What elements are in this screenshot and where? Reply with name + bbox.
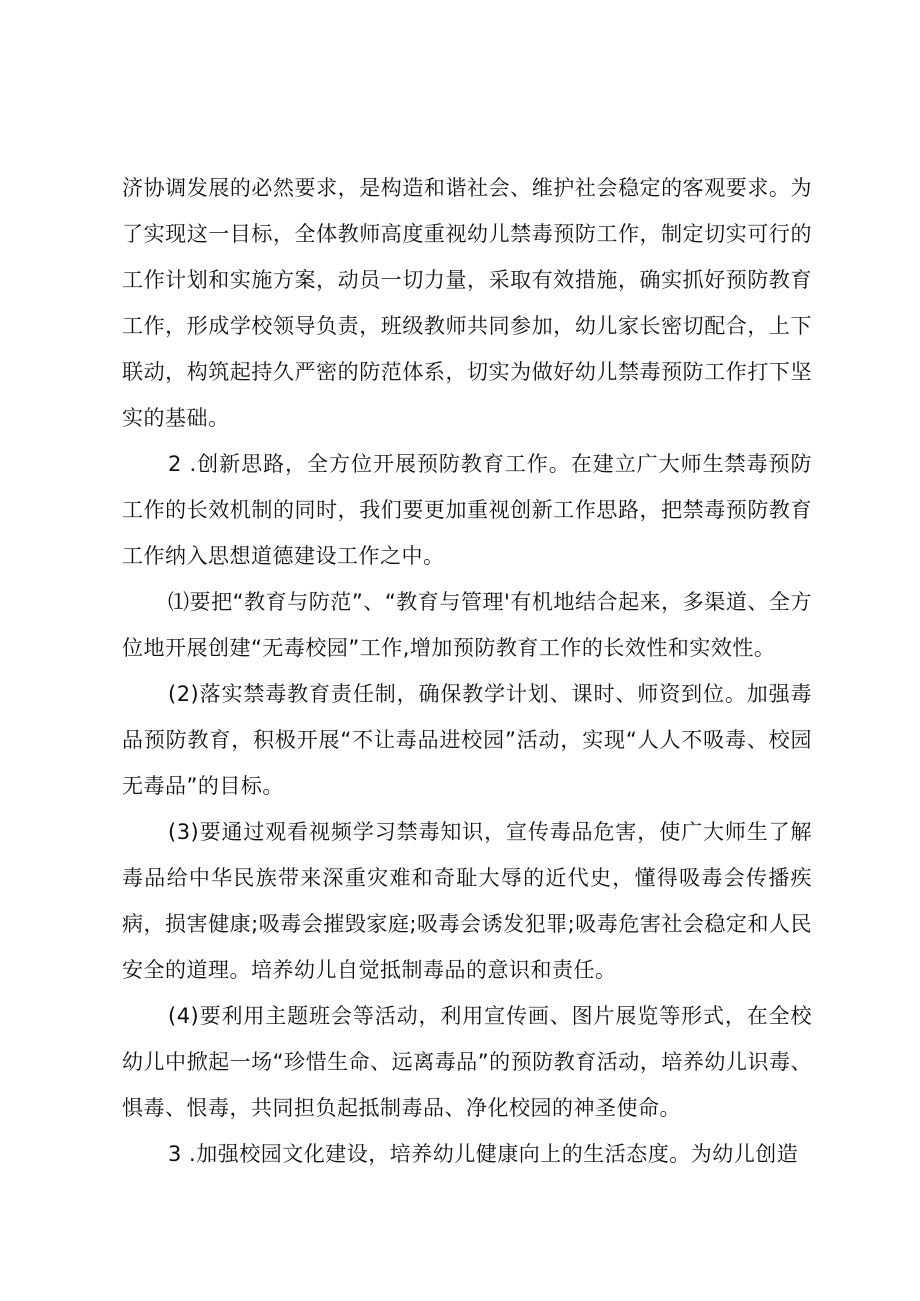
paragraph-section-2: 2 .创新思路，全方位开展预防教育工作。在建立广大师生禁毒预防工作的长效机制的同时，我们要更加重视创新工作思路，把禁毒预防教育工作纳入思想道德建设工作之中。 (122, 452, 812, 568)
paragraph-section-3: 3 .加强校园文化建设，培养幼儿健康向上的生活态度。为幼儿创造 (168, 1142, 799, 1166)
document-body (122, 165, 812, 1177)
paragraph-item-1: ⑴要把“教育与防范”、“教育与管理'有机地结合起来，多渠道、全方位地开展创建“无毒校园”工作,增加预防教育工作的长效性和实效性。 (122, 590, 812, 660)
paragraph-item-4: (4)要利用主题班会等活动，利用宣传画、图片展览等形式，在全校幼儿中掀起一场“珍惜生命、远离毒品”的预防教育活动，培养幼儿识毒、惧毒、恨毒，共同担负起抵制毒品、净化校园的神圣使命。 (122, 1004, 812, 1120)
paragraph-item-3: (3)要通过观看视频学习禁毒知识，宣传毒品危害，使广大师生了解毒品给中华民族带来深重灾难和奇耻大辱的近代史，懂得吸毒会传播疾病，损害健康;吸毒会摧毁家庭;吸毒会诱发犯罪;吸毒危害社会稳定和人民安全的道理。培养幼儿自觉抵制毒品的意识和责任。 (122, 820, 812, 982)
paragraph-item-2: (2)落实禁毒教育责任制，确保教学计划、课时、师资到位。加强毒品预防教育，积极开展“不让毒品进校园”活动，实现“人人不吸毒、校园无毒品”的目标。 (122, 682, 812, 798)
paragraph-intro-continuation: 济协调发展的必然要求，是构造和谐社会、维护社会稳定的客观要求。为了实现这一目标，全体教师高度重视幼儿禁毒预防工作，制定切实可行的工作计划和实施方案，动员一切力量，采取有效措施，确实抓好预防教育工作，形成学校领导负责，班级教师共同参加，幼儿家长密切配合，上下联动，构筑起持久严密的防范体系，切实为做好幼儿禁毒预防工作打下坚实的基础。 (122, 176, 812, 430)
